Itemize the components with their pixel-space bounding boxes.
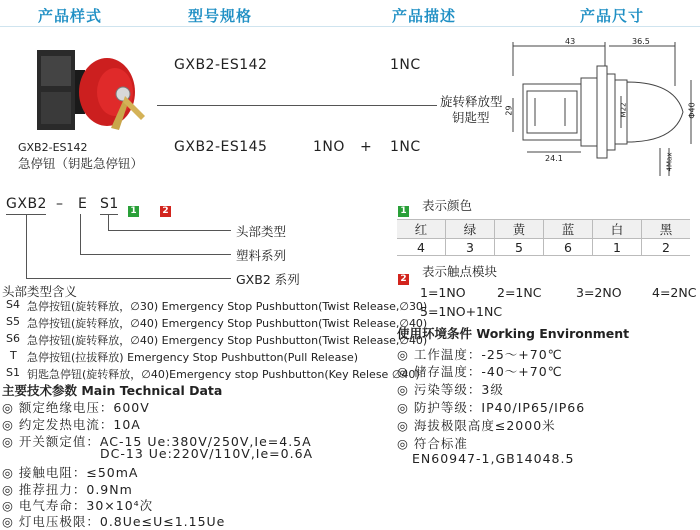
tech-item: ◎ 推荐扭力：0.9Nm: [2, 482, 133, 497]
contacts-row2-no: 1NO: [313, 139, 345, 155]
head-type-text: 急停按钮(旋转释放，∅40) Emergency Stop Pushbutton(Twist Release,∅40): [27, 334, 428, 347]
bracket-gxb2-horiz: [26, 278, 231, 279]
label-plastic: 塑料系列: [236, 248, 287, 263]
model-es145: GXB2-ES145: [174, 139, 268, 155]
dim-phi40: Φ40: [687, 102, 697, 119]
color-code: 5: [495, 239, 544, 256]
tech-item: ◎ 接触电阻：≤50mA: [2, 465, 139, 480]
env-item: EN60947-1,GB14048.5: [412, 451, 575, 466]
header-divider: [0, 26, 700, 27]
model-divider: [157, 105, 437, 106]
env-item: ◎ 污染等级：3级: [397, 382, 504, 397]
head-type-code: S1: [6, 366, 20, 379]
env-item: ◎ 海拔极限高度≤2000米: [397, 418, 556, 433]
color-table: [397, 219, 690, 256]
contact-item: 2=1NC: [497, 285, 542, 300]
head-type-text: 钥匙急停钮(旋转释放，∅40)Emergency stop Pushbutton(Key Relese ∅40): [27, 368, 420, 381]
contact-item: 3=2NO: [576, 285, 622, 300]
tech-title: 主要技术参数 Main Technical Data: [2, 383, 223, 398]
dim-29: 29: [504, 105, 514, 116]
env-item: ◎ 储存温度：-40～+70℃: [397, 364, 563, 379]
dim-m22: M22: [619, 102, 628, 118]
code-e: E: [78, 196, 88, 212]
label-head-type: 头部类型: [236, 224, 287, 239]
head-type-code: T: [10, 349, 17, 362]
env-title: 使用环境条件 Working Environment: [397, 326, 630, 341]
head-types-title: 头部类型含义: [2, 284, 78, 299]
color-code: 6: [544, 239, 593, 256]
dim-24-1: 24.1: [545, 154, 563, 163]
bracket-s1-horiz: [108, 230, 231, 231]
code-box-2: 2: [160, 198, 171, 217]
tech-item: DC-13 Ue:220V/110V,Ie=0.6A: [100, 446, 314, 461]
contacts-row2-nc: 1NC: [390, 139, 421, 155]
head-type-text: 急停按钮(旋转释放，∅40) Emergency Stop Pushbutton(Twist Release,∅40): [27, 317, 428, 330]
code-dash: –: [56, 196, 64, 212]
contacts-row1: 1NC: [390, 57, 421, 73]
head-type-text: 急停按钮(拉拔释放) Emergency Stop Pushbutton(Pull Release): [27, 351, 359, 364]
env-item: ◎ 工作温度：-25～+70℃: [397, 347, 563, 362]
contacts-box: 2: [398, 266, 409, 285]
tech-item: ◎ 电气寿命：30×10⁴次: [2, 498, 154, 513]
color-name: 蓝: [544, 220, 593, 239]
tech-item: ◎ 额定绝缘电压：600V: [2, 400, 150, 415]
head-type-code: S4: [6, 298, 20, 311]
code-s1: S1: [100, 196, 119, 212]
color-code: 4: [397, 239, 446, 256]
header-model-spec: 型号规格: [188, 7, 253, 25]
colors-box: 1: [398, 198, 409, 217]
color-code: 3: [446, 239, 495, 256]
product-model-label: GXB2-ES142: [18, 141, 88, 154]
tech-item: ◎ 开关额定值：AC-15 Ue:380V/250V,Ie=4.5A: [2, 434, 312, 449]
product-photo: [15, 36, 155, 146]
tech-item: ◎ 约定发热电流：10A: [2, 417, 141, 432]
color-name: 黑: [642, 220, 691, 239]
contact-item: 4=2NC: [652, 285, 697, 300]
model-es142: GXB2-ES142: [174, 57, 268, 73]
color-code: 1: [593, 239, 642, 256]
contact-item: 1=1NO: [420, 285, 466, 300]
color-name: 黄: [495, 220, 544, 239]
header-product-desc: 产品描述: [392, 7, 457, 25]
contacts-row2-plus: +: [360, 139, 373, 155]
tech-item: ◎ 灯电压极限：0.8Ue≤U≤1.15Ue: [2, 514, 226, 529]
bracket-e-horiz: [80, 254, 231, 255]
color-name: 绿: [446, 220, 495, 239]
env-item: ◎ 防护等级：IP40/IP65/IP66: [397, 400, 586, 415]
bracket-gxb2-vert: [26, 214, 27, 278]
header-product-size: 产品尺寸: [580, 7, 645, 25]
dim-36-5: 36.5: [632, 37, 650, 46]
code-gxb2: GXB2: [6, 196, 47, 212]
head-type-code: S6: [6, 332, 20, 345]
bracket-e-vert: [80, 214, 81, 254]
code-box-1: 1: [128, 198, 139, 217]
product-name-label: 急停钮（钥匙急停钮）: [18, 156, 144, 171]
contacts-title: 表示触点模块: [422, 264, 498, 279]
bracket-s1: [100, 214, 118, 215]
color-code: 2: [642, 239, 691, 256]
header-product-style: 产品样式: [38, 7, 103, 25]
label-series: GXB2 系列: [236, 272, 300, 287]
dim-4max: 4Max: [665, 152, 674, 172]
color-name: 红: [397, 220, 446, 239]
env-item: ◎ 符合标准: [397, 436, 468, 451]
bracket-s1-vert: [108, 214, 109, 230]
contact-item: 5=1NO+1NC: [420, 304, 503, 319]
desc-line2: 钥匙型: [452, 110, 490, 125]
color-name: 白: [593, 220, 642, 239]
colors-title: 表示颜色: [422, 198, 473, 213]
head-type-code: S5: [6, 315, 20, 328]
desc-line1: 旋转释放型: [440, 94, 503, 109]
head-type-text: 急停按钮(旋转释放，∅30) Emergency Stop Pushbutton(Twist Release,∅30): [27, 300, 428, 313]
dim-43: 43: [565, 37, 576, 46]
